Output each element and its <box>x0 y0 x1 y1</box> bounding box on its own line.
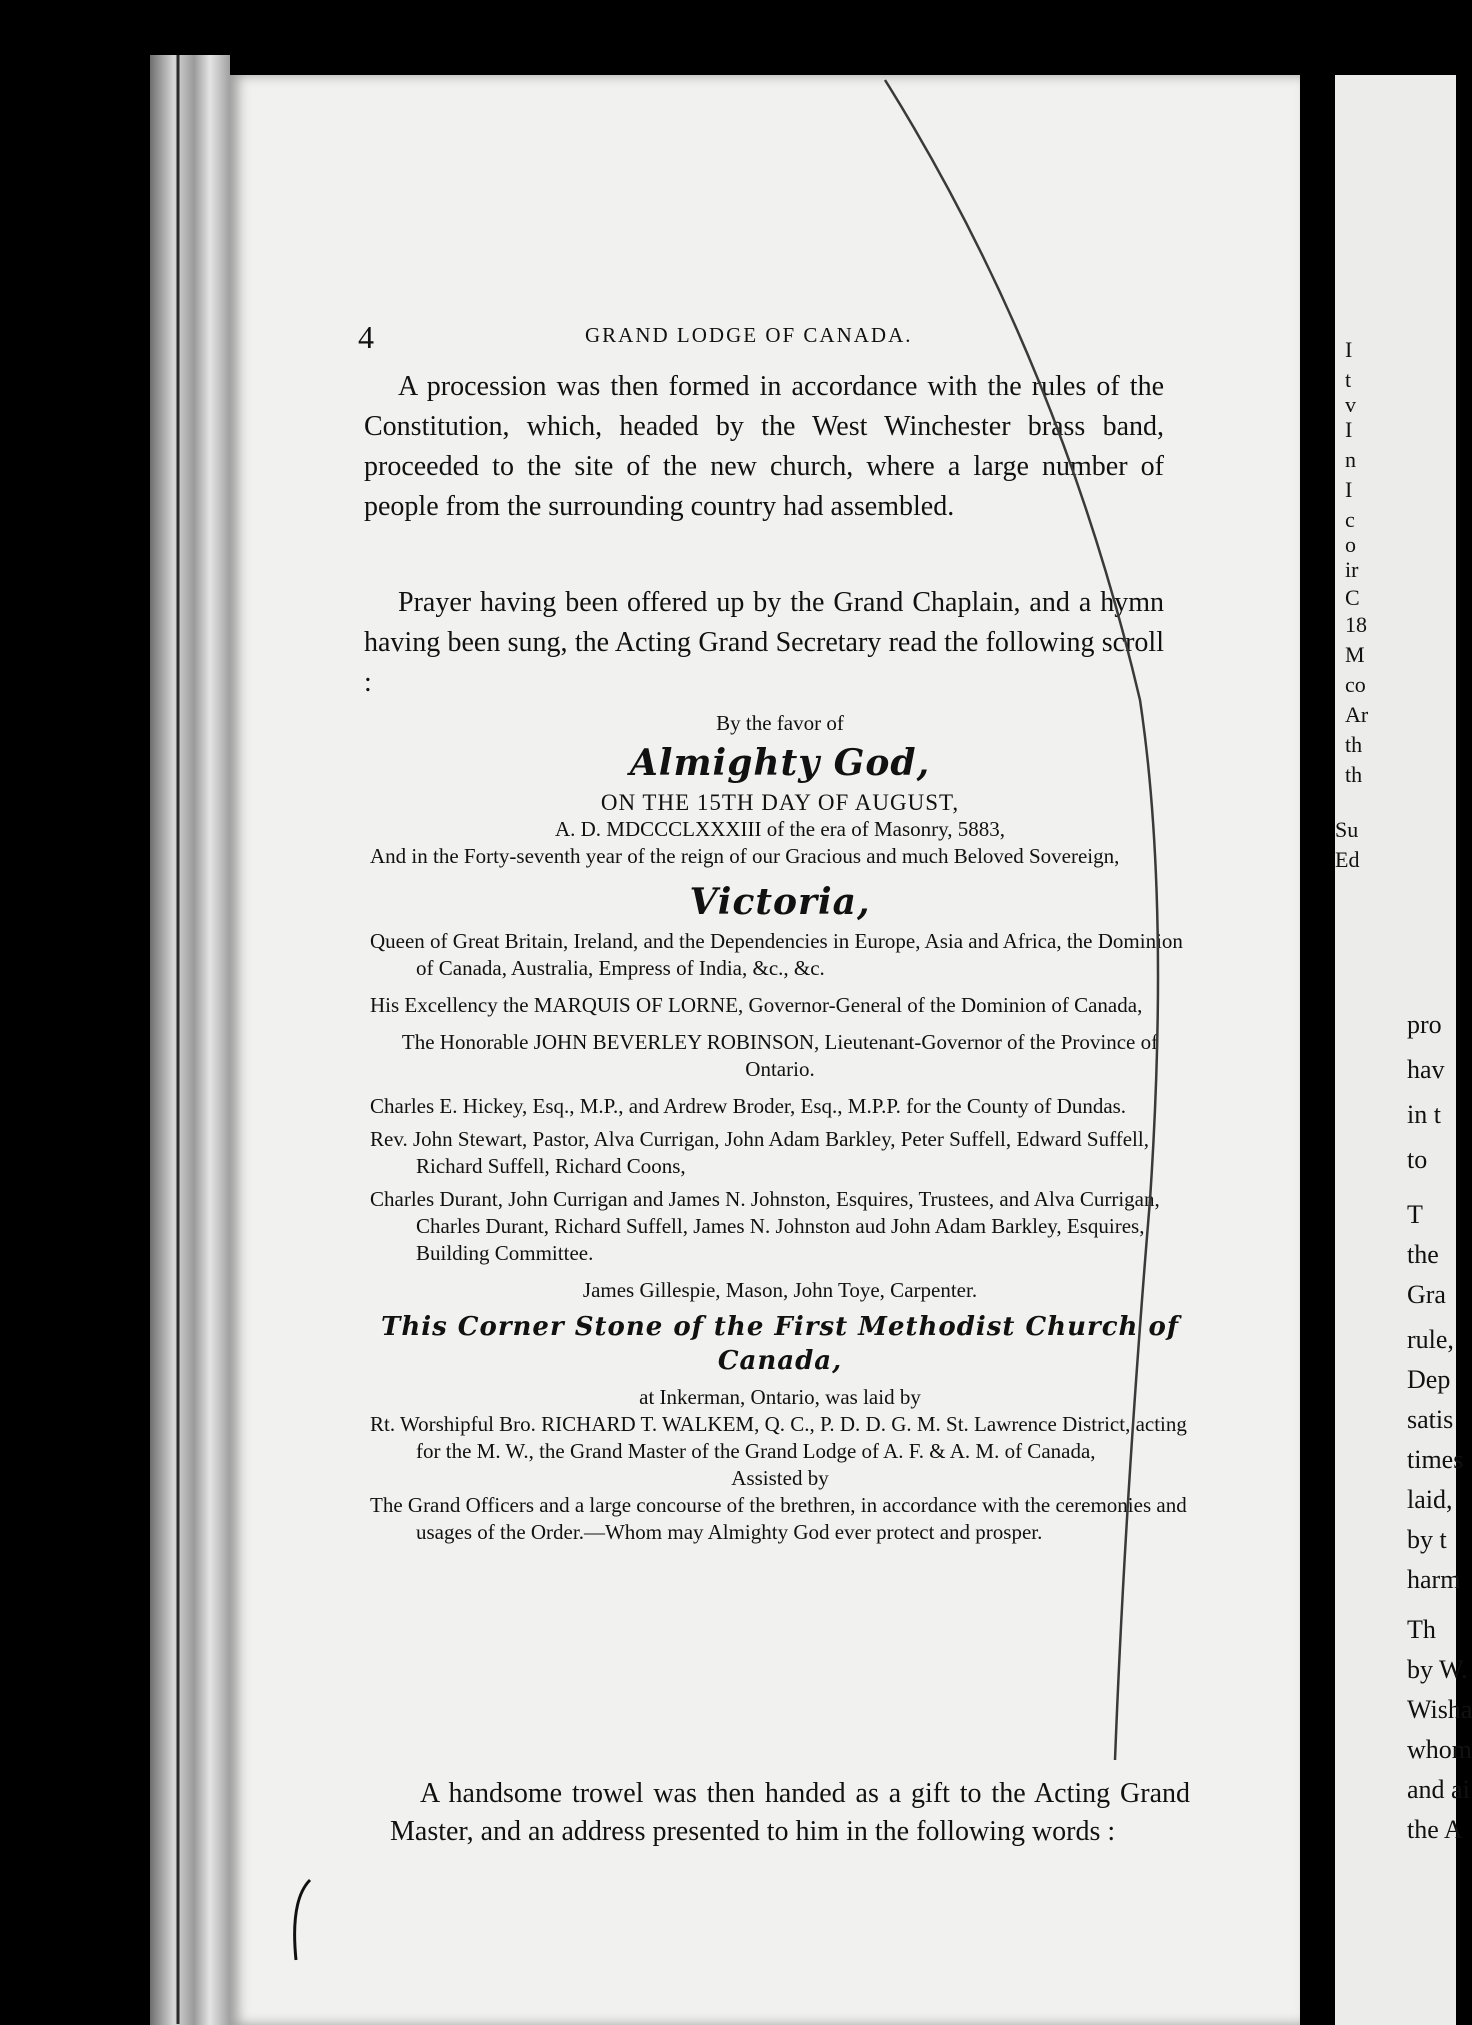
scroll-reign-line: And in the Forty-seventh year of the reign of our Gracious and much Beloved Sovereign, <box>370 844 1120 868</box>
adjacent-fragment: whom <box>1407 1735 1472 1764</box>
adjacent-fragment-top: I <box>1345 477 1353 502</box>
scroll-location: at Inkerman, Ontario, was laid by <box>639 1385 921 1409</box>
adjacent-fragment-top: ir <box>1345 557 1359 582</box>
scroll-members: Charles E. Hickey, Esq., M.P., and Ardrew Broder, Esq., M.P.P. for the County of Dundas. <box>370 1094 1127 1118</box>
scroll-builders: James Gillespie, Mason, John Toye, Carpenter. <box>582 1278 978 1302</box>
adjacent-fragment: rule, <box>1407 1325 1454 1354</box>
adjacent-fragment: the <box>1407 1240 1439 1269</box>
adjacent-fragment: Gra <box>1407 1280 1446 1309</box>
adjacent-fragment: by W. <box>1407 1655 1468 1684</box>
adjacent-fragment-top: Ed <box>1335 847 1360 872</box>
scroll-assisted: Assisted by <box>731 1466 829 1490</box>
scroll-realm: Queen of Great Britain, Ireland, and the Dependencies in Europe, Asia and Africa, the Dominion of Canada, Australia, Empress of India, &c., &c. <box>370 929 1183 980</box>
adjacent-fragment: to <box>1407 1145 1428 1174</box>
running-title: GRAND LODGE OF CANADA. <box>585 323 913 347</box>
adjacent-fragment: in t <box>1407 1100 1441 1129</box>
adjacent-fragment: hav <box>1407 1055 1445 1084</box>
scroll-officials: Rev. John Stewart, Pastor, Alva Currigan, John Adam Barkley, Peter Suffell, Edward Suffell, Richard Suffell, Richard Coons, <box>370 1127 1149 1178</box>
adjacent-fragment: Wisha <box>1407 1695 1472 1724</box>
adjacent-fragment-top: v <box>1345 392 1356 417</box>
adjacent-fragment: harm <box>1407 1565 1461 1594</box>
scroll-trustees: Charles Durant, John Currigan and James N. Johnston, Esquires, Trustees, and Alva Currigan, Charles Durant, Richard Suffell, James N. Johnston aud John Adam Barkley, Esquires, Building Committee. <box>370 1187 1160 1265</box>
adjacent-fragment-top: co <box>1345 672 1366 697</box>
adjacent-fragment: laid, <box>1407 1485 1453 1514</box>
adjacent-fragment-top: th <box>1345 732 1363 757</box>
scroll-lieutenant-governor: The Honorable JOHN BEVERLEY ROBINSON, Lieutenant-Governor of the Province of Ontario. <box>401 1030 1159 1081</box>
adjacent-fragment: the A <box>1407 1815 1463 1844</box>
adjacent-page <box>1335 75 1472 2025</box>
document-page <box>230 75 1300 2025</box>
scroll-date-line: ON THE 15TH DAY OF AUGUST, <box>600 790 960 815</box>
adjacent-fragment: and ai <box>1407 1775 1470 1804</box>
adjacent-fragment-top: n <box>1345 447 1356 472</box>
adjacent-fragment: pro <box>1407 1010 1442 1039</box>
scroll-era-line: A. D. MDCCCLXXXIII of the era of Masonry, 5883, <box>554 817 1006 841</box>
adjacent-fragment-top: I <box>1345 417 1353 442</box>
scroll-stone-title: This Corner Stone of the First Methodist Church of Canada, <box>380 1312 1180 1376</box>
scroll-intro: By the favor of <box>716 711 844 735</box>
scroll-text <box>370 710 1190 1546</box>
adjacent-fragment-top: Ar <box>1345 702 1369 727</box>
adjacent-fragment: T <box>1407 1200 1423 1229</box>
adjacent-fragment-top: I <box>1345 337 1353 362</box>
adjacent-fragment: by t <box>1407 1525 1447 1554</box>
paragraph-trowel: A handsome trowel was then handed as a gift to the Acting Grand Master, and an address presented to him in the following words : <box>390 1778 1190 1847</box>
adjacent-fragment: times <box>1407 1445 1464 1474</box>
paragraph-procession: A procession was then formed in accordance with the rules of the Constitution, which, headed by the West Winchester brass band, proceeded to the site of the new church, where a large number of people from the surrounding country had assembled. <box>364 371 1164 522</box>
scroll-deity: Almighty God, <box>629 742 931 784</box>
adjacent-fragment-top: t <box>1345 367 1352 392</box>
scroll-closing: The Grand Officers and a large concourse of the brethren, in accordance with the ceremonies and usages of the Order.—Whom may Almighty God ever protect and prosper. <box>370 1493 1187 1544</box>
adjacent-fragment: Th <box>1407 1615 1436 1644</box>
adjacent-fragment: Dep <box>1407 1365 1451 1394</box>
adjacent-fragment-top: M <box>1345 642 1365 667</box>
paragraph-prayer: Prayer having been offered up by the Grand Chaplain, and a hymn having been sung, the Acting Grand Secretary read the following scroll : <box>364 587 1164 698</box>
adjacent-fragment-top: c <box>1345 507 1355 532</box>
page-number: 4 <box>358 319 374 355</box>
scroll-laid-by: Rt. Worshipful Bro. RICHARD T. WALKEM, Q. C., P. D. D. G. M. St. Lawrence District, acting for the M. W., the Grand Master of the Grand Lodge of A. F. & A. M. of Canada, <box>370 1412 1187 1463</box>
page-header <box>230 315 1300 355</box>
scroll-governor-general: His Excellency the MARQUIS OF LORNE, Governor-General of the Dominion of Canada, <box>370 993 1143 1017</box>
adjacent-fragment: satis <box>1407 1405 1454 1434</box>
adjacent-fragment-top: C <box>1345 585 1360 610</box>
adjacent-fragment-top: o <box>1345 532 1356 557</box>
scroll-sovereign: Victoria, <box>689 881 871 923</box>
adjacent-fragment-top: 18 <box>1345 612 1367 637</box>
book-edge-left <box>150 55 230 2025</box>
adjacent-fragment-top: th <box>1345 762 1363 787</box>
adjacent-fragment-top: Su <box>1335 817 1359 842</box>
